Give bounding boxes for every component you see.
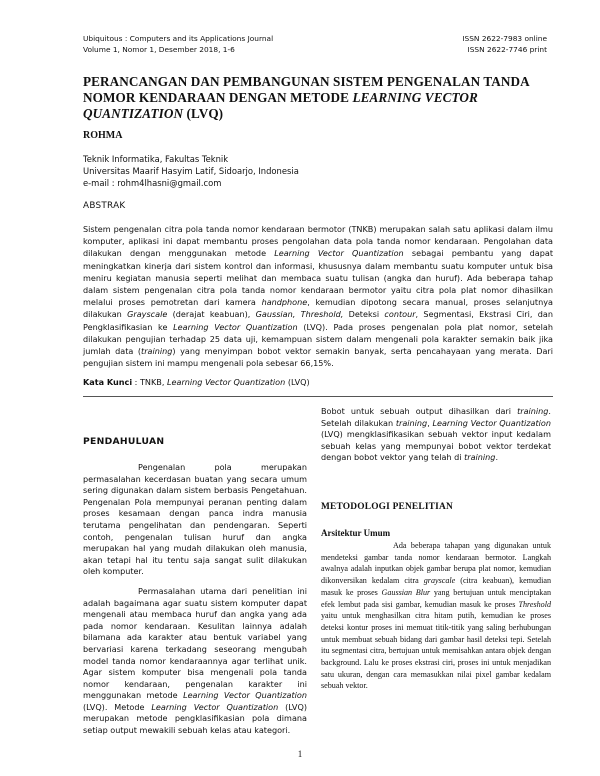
journal-header-right	[462, 33, 547, 55]
intro-paragraph: Pengenalan pola merupakan permasalahan kecerdasan buatan yang secara umum sering digunakan dalam sistem berbasis Pengetahuan. Pengenalan Pola mempunyai peranan penting dalam proses kesamaan dengan panca indra manusia terutama pengelihatan dan pendengaran. Seperti contoh, pengenalan tulisan huruf dan angka merupakan hal yang mudah dilakukan oleh manusia, akan tetapi hal itu tentu saja sangat sulit dilakukan oleh komputer.	[83, 462, 307, 577]
issn-print: ISSN 2622-7746 print	[467, 45, 547, 54]
author-affiliation	[83, 153, 299, 189]
issn-online: ISSN 2622-7983 online	[462, 34, 547, 43]
paper-title: PERANCANGAN DAN PEMBANGUNAN SISTEM PENGENALAN TANDA NOMOR KENDARAAN DENGAN METODE LEARNING VECTOR QUANTIZATION (LVQ)	[83, 74, 530, 121]
methodology-heading: METODOLOGI PENELITIAN	[321, 502, 453, 512]
journal-header-left	[83, 33, 273, 55]
architecture-subheading: Arsitektur Umum	[321, 528, 391, 538]
abstract-body: Sistem pengenalan citra pola tanda nomor kendaraan bermotor (TNKB) merupakan salah satu aplikasi dalam ilmu komputer, aplikasi ini dapat membantu proses pengolahan data pola tanda nomor kendaraan. Pengolahan data dilakukan dengan menggunakan metode Learning Vector Quantization sebagai pembantu yang dapat meningkatkan kinerja dari sistem kontrol dan informasi, khususnya dalam membantu suatu komputer untuk bisa meniru kegiatan manusia seperti melihat dan membaca suatu tulisan (angka dan huruf). Ada beberapa tahap dalam sistem pengenalan citra pola tanda nomor kendaraan bermotor yaitu citra pola plat nomor dihasilkan melalui proses pemotretan dari kamera handphone, kemudian dipotong secara manual, proses selanjutnya dilakukan Grayscale (derajat keabuan), Gaussian, Threshold, Deteksi contour, Segmentasi, Ekstrasi Ciri, dan Pengklasifikasian ke Learning Vector Quantization (LVQ). Pada proses pengenalan pola plat nomor, setelah dilakukan pengujian terhadap 25 data uji, kemampuan sistem dalam mengenali pola karakter semakin baik jika jumlah data (training) yang menyimpan bobot vektor semakin banyak, serta pencahayaan yang merata. Dari pengujian sistem ini mampu mengenali pola sebesar 66,15%.	[83, 224, 553, 369]
intro-paragraph: Permasalahan utama dari penelitian ini adalah bagaimana agar suatu sistem komputer dapat mengenali atau membaca huruf dan angka yang ada pada nomor kendaraan. Kesulitan lainnya adalah bilamana ada karakter atau bentuk variabel yang bervariasi karena terkadang seseorang mengubah model tanda nomor kendaraannya agar terlihat unik. Agar sistem komputer bisa mengenali pola tanda nomor kendaraan, pengenalan karakter ini menggunakan metode Learning Vector Quantization (LVQ). Metode Learning Vector Quantization (LVQ) merupakan metode pengklasifikasian pola dimana setiap output mewakili sebuah kelas atau kategori.	[83, 585, 307, 736]
section-divider	[83, 396, 553, 397]
journal-name: Ubiquitous : Computers and its Applications Journal	[83, 34, 274, 43]
abstract-heading: ABSTRAK	[83, 201, 126, 211]
keywords: Kata Kunci : TNKB, Learning Vector Quantization (LVQ)	[83, 377, 310, 387]
intro-heading: PENDAHULUAN	[83, 436, 165, 447]
author-email: e-mail : rohm4lhasni@gmail.com	[83, 178, 222, 188]
affiliation-university: Universitas Maarif Hasyim Latif, Sidoarjo, Indonesia	[83, 166, 299, 176]
methodology-body: Ada beberapa tahapan yang digunakan untuk mendeteksi gambar tanda nomor kendaraan bermotor. Langkah awalnya adalah inputkan objek gambar berupa plat nomor, kemudian dikonversikan kedalam citra grayscale (citra keabuan), kemudian masuk ke proses Gaussian Blur yang bertujuan untuk menciptakan efek lembut pada sisi gambar, kemudian masuk ke proses Threshold yaitu untuk menghasilkan citra hitam putih, kemudian ke proses deteksi kontur proses ini memuat titik-titik yang saling berhubungan untuk membuat sebuah bidang dari gambar hasil deteksi tepi. Setelah itu segmentasi citra, bertujuan untuk memisahkan antara objek dengan background. Lalu ke proses ekstrasi ciri, proses ini untuk menjadikan satu ukuran, dengan cara memasukkan nilai pixel gambar kedalam sebuah vektor.	[321, 541, 551, 691]
intro-body	[83, 462, 307, 737]
journal-volume: Volume 1, Nomor 1, Desember 2018, 1-6	[83, 45, 235, 54]
affiliation-department: Teknik Informatika, Fakultas Teknik	[83, 154, 229, 164]
intro-continuation: Bobot untuk sebuah output dihasilkan dari training. Setelah dilakukan training, Learning Vector Quantization (LVQ) mengklasifikasikan sebuah vektor input kedalam sebuah kelas yang mempunyai bobot vektor terdekat dengan bobot vektor yang telah di training.	[321, 406, 551, 463]
page-number: 1	[297, 749, 303, 759]
keywords-label: Kata Kunci	[83, 377, 133, 387]
author-name: ROHMA	[83, 130, 123, 141]
